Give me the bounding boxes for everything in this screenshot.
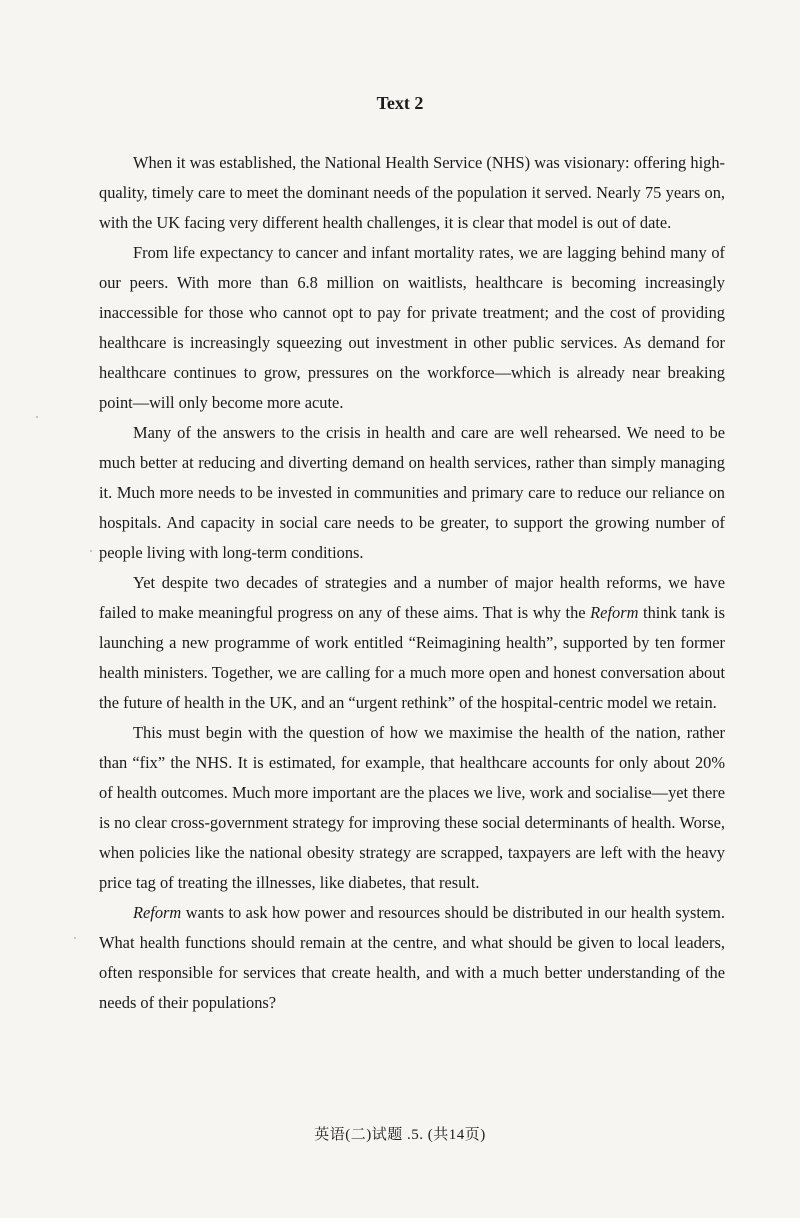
italic-text: Reform (590, 603, 639, 622)
paragraph (99, 148, 725, 238)
paragraph (99, 238, 725, 418)
paragraph (99, 568, 725, 718)
paragraph (99, 718, 725, 898)
paragraph-text: This must begin with the question of how we maximise the health of the nation, rather than “fix” the NHS. It is estimated, for example, that healthcare accounts for only about 20% of health outcomes. Much more important are the places we live, work and socialise—yet there is no clear cross-government strategy for improving these social determinants of health. Worse, when policies like the national obesity strategy are scrapped, taxpayers are left with the heavy price tag of treating the illnesses, like diabetes, that result. (99, 723, 725, 892)
italic-text: Reform (133, 903, 182, 922)
page-title: Text 2 (376, 93, 424, 113)
paragraph-text: think tank is launching a new programme of work entitled “Reimagining health”, supported by ten former health ministers. Together, we are calling for a much more open and honest conversation about the future of health in the UK, and an “urgent rethink” of the hospital-centric model we retain. (99, 603, 726, 712)
scan-speck (36, 416, 38, 418)
paragraph-text: When it was established, the National Health Service (NHS) was visionary: offering high-quality, timely care to meet the dominant needs of the population it served. Nearly 75 years on, with the UK facing very different health challenges, it is clear that model is out of date. (99, 153, 725, 232)
paragraph-text: wants to ask how power and resources should be distributed in our health system. What health functions should remain at the centre, and what should be given to local leaders, often responsible for services that create health, and with a much better understanding of the needs of their populations? (99, 903, 725, 1012)
paragraph-text: Many of the answers to the crisis in health and care are well rehearsed. We need to be much better at reducing and diverting demand on health services, rather than simply managing it. Much more needs to be invested in communities and primary care to reduce our reliance on hospitals. And capacity in social care needs to be greater, to support the growing number of people living with long-term conditions. (99, 423, 725, 562)
paragraph (99, 898, 725, 1018)
passage-body (99, 148, 725, 1018)
paragraph-text: From life expectancy to cancer and infant mortality rates, we are lagging behind many of our peers. With more than 6.8 million on waitlists, healthcare is becoming increasingly inaccessible for those who cannot opt to pay for private treatment; and the cost of providing healthcare is increasingly squeezing out investment in other public services. As demand for healthcare continues to grow, pressures on the workforce—which is already near breaking point—will only become more acute. (99, 243, 725, 412)
scan-speck (74, 937, 76, 939)
paragraph-text: Yet despite two decades of strategies and a number of major health reforms, we have failed to make meaningful progress on any of these aims. That is why the (99, 573, 725, 622)
page-footer: 英语(二)试题 .5. (共14页) (314, 1127, 486, 1143)
scan-speck (90, 550, 92, 552)
paragraph (99, 418, 725, 568)
